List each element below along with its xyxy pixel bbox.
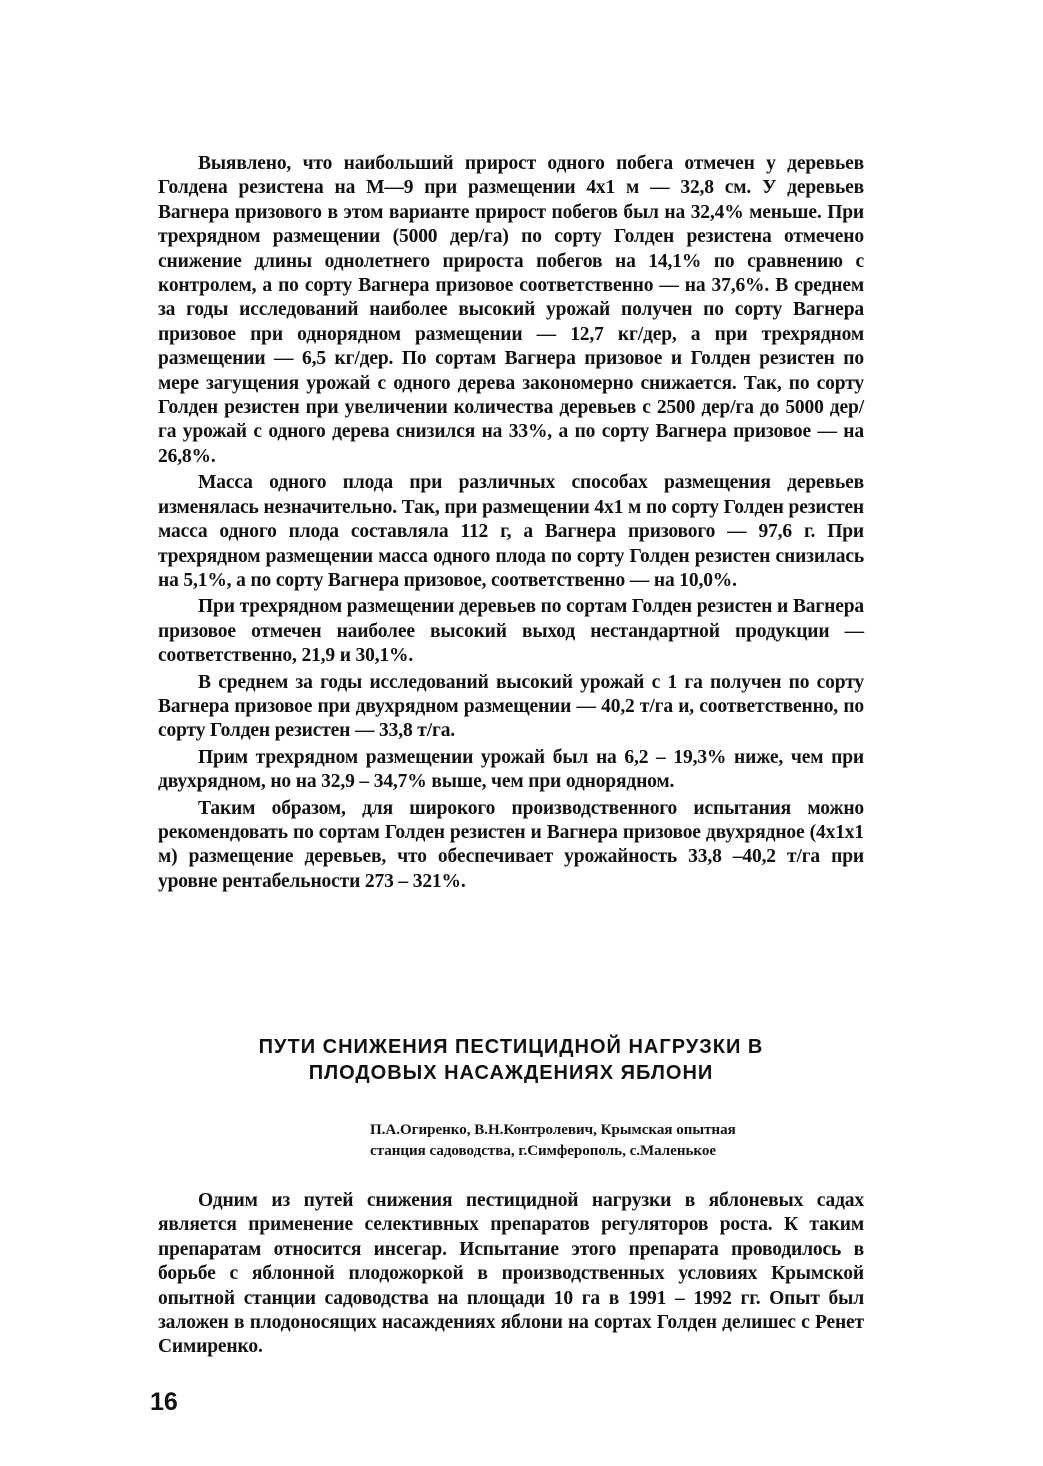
paragraph: Выявлено, что наибольший прирост одного побега отмечен у деревьев Голдена резистена на М—9 при размещении 4х1 м — 32,8 см. У деревьев Вагнера призового в этом варианте прирост побегов был на 32,4% меньше. При трехрядном размещении (5000 дер/га) по сорту Голден резистена отмечено снижение длины однолетнего прироста побегов на 14,1% по сравнению с контролем, а по сорту Вагнера призовое соответственно — на 37,6%. В среднем за годы исследований наиболее высокий урожай получен по сорту Вагнера призовое при однорядном размещении — 12,7 кг/дер, а при трехрядном размещении — 6,5 кг/дер. По сортам Вагнера призовое и Голден резистен по мере загущения урожай с одного дерева закономерно снижается. Так, по сорту Голден резистен при увеличении количества деревьев с 2500 дер/га до 5000 дер/га урожай с одного дерева снизился на 33%, а по сорту Вагнера призовое — на 26,8%. <box>158 153 864 467</box>
paragraph: При трехрядном размещении деревьев по сортам Голден резистен и Вагнера призовое отмечен наиболее высокий выход нестандартной продукции — соответственно, 21,9 и 30,1%. <box>158 596 864 667</box>
section-article-body <box>158 1189 864 1360</box>
authors-line: станция садоводства, г.Симферополь, с.Маленькое <box>370 1143 717 1159</box>
article-authors <box>370 1120 864 1162</box>
article-title-line: ПЛОДОВЫХ НАСАЖДЕНИЯХ ЯБЛОНИ <box>308 1062 714 1084</box>
paragraph: Таким образом, для широкого производственного испытания можно рекомендовать по сортам Голден резистен и Вагнера призовое двухрядное (4х1х1 м) размещение деревьев, что обеспечивает урожайность 33,8 –40,2 т/га при уровне рентабельности 273 – 321%. <box>158 797 864 892</box>
paragraph: Одним из путей снижения пестицидной нагрузки в яблоневых садах является применение селективных препаратов регуляторов роста. К таким препаратам относится инсегар. Испытание этого препарата проводилось в борьбе с яблонной плодожоркой в производственных условиях Крымской опытной станции садоводства на площади 10 га в 1991 – 1992 гг. Опыт был заложен в плодоносящих насаждениях яблони на сортах Голден делишес с Ренет Симиренко. <box>158 1190 864 1358</box>
authors-line: П.А.Огиренко, В.Н.Контролевич, Крымская опытная <box>370 1122 736 1138</box>
paragraph: Прим трехрядном размещении урожай был на 6,2 – 19,3% ниже, чем при двухрядном, но на 32,9 – 34,7% выше, чем при однорядном. <box>158 746 864 793</box>
page-number: 16 <box>150 1388 178 1416</box>
section-first-article-end <box>158 152 864 894</box>
paragraph: В среднем за годы исследований высокий урожай с 1 га получен по сорту Вагнера призовое при двухрядном размещении — 40,2 т/га и, соответственно, по сорту Голден резистен — 33,8 т/га. <box>158 671 864 742</box>
article-title-line: ПУТИ СНИЖЕНИЯ ПЕСТИЦИДНОЙ НАГРУЗКИ В <box>258 1036 764 1058</box>
article-title <box>158 1034 864 1086</box>
paragraph: Масса одного плода при различных способах размещения деревьев изменялась незначительно. Так, при размещении 4х1 м по сорту Голден резистен масса одного плода составляла 112 г, а Вагнера призового — 97,6 г. При трехрядном размещении масса одного плода по сорту Голден резистен снизилась на 5,1%, а по сорту Вагнера призовое, соответственно — на 10,0%. <box>158 472 864 591</box>
